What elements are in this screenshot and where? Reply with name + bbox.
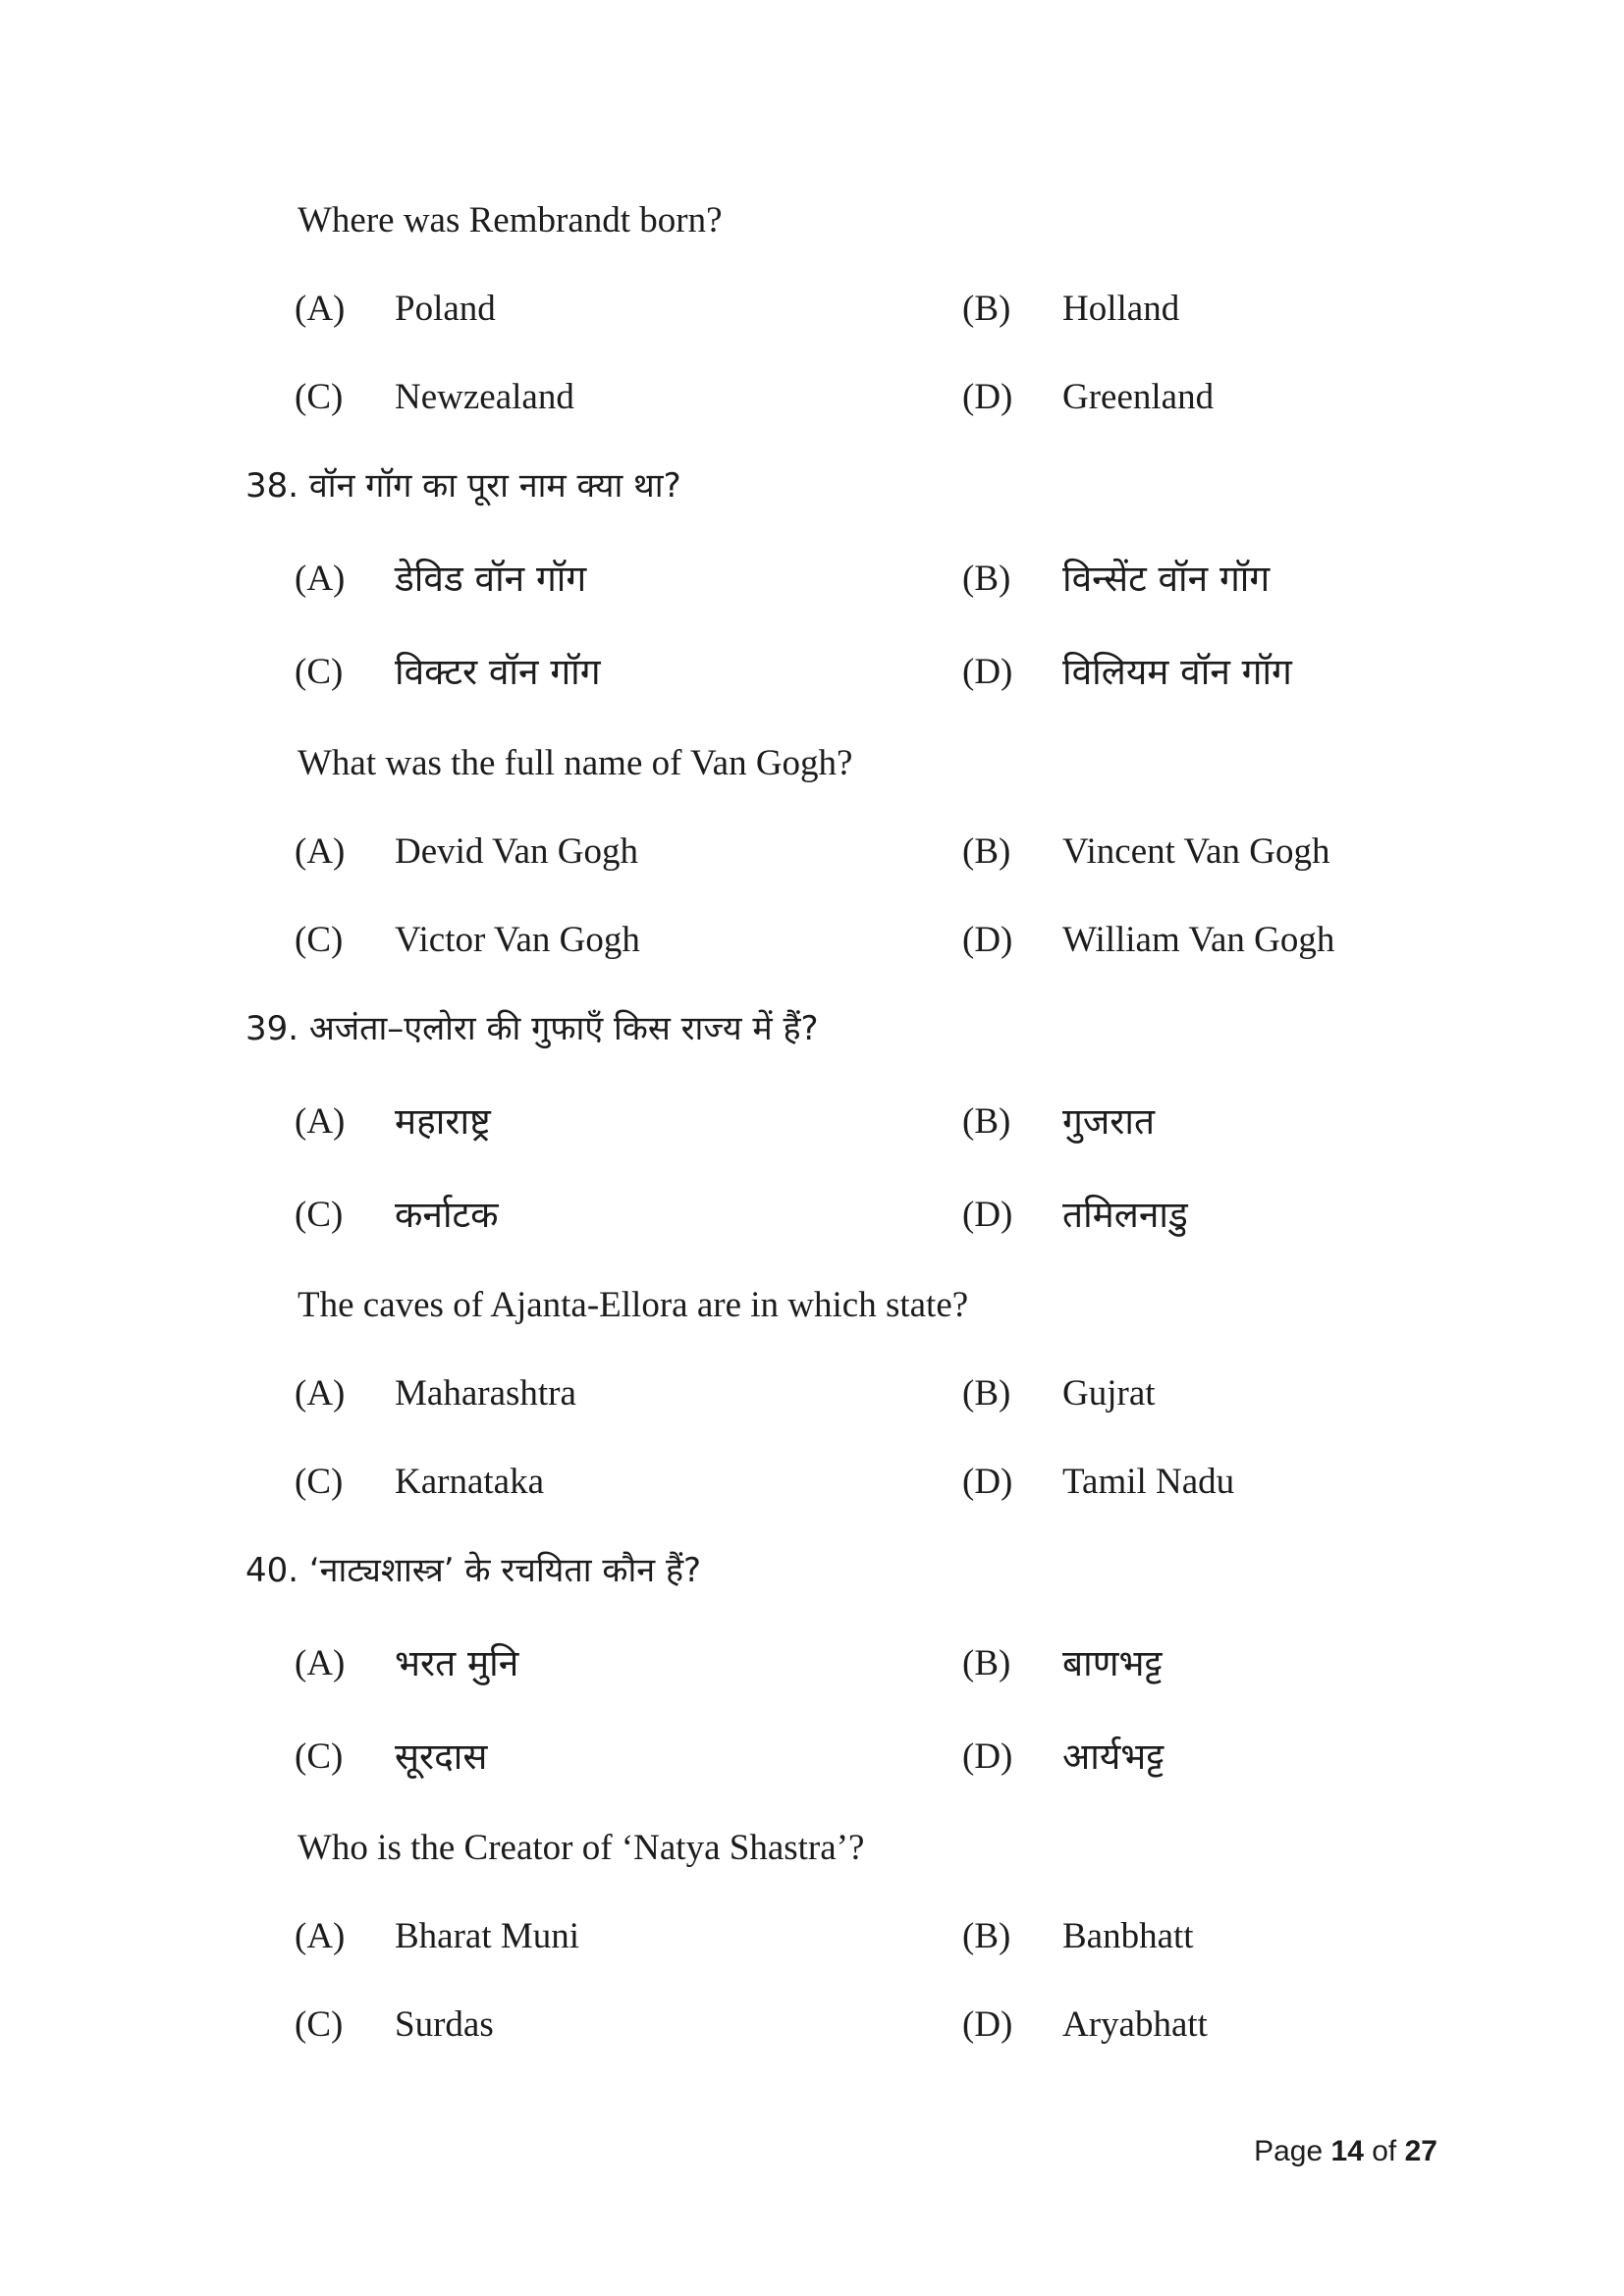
option-letter: (A): [295, 831, 346, 872]
option-letter: (D): [962, 2004, 1013, 2045]
option-text: William Van Gogh: [1062, 920, 1335, 960]
options-row-ab: [0, 1907, 1624, 1966]
option-text: Holland: [1062, 289, 1180, 329]
option-letter: (C): [295, 1736, 344, 1777]
page-number: 14: [1330, 2135, 1364, 2167]
option-text: Poland: [395, 289, 496, 329]
option-letter: (B): [962, 1373, 1011, 1414]
options-row-cd: [0, 1996, 1624, 2055]
option-letter: (B): [962, 1643, 1011, 1683]
question-text: Who is the Creator of ‘Natya Shastra’?: [298, 1828, 865, 1868]
options-row-ab: [0, 280, 1624, 339]
option-letter: (B): [962, 559, 1011, 599]
option-letter: (C): [295, 2004, 344, 2045]
question-text: 39. अजंता–एलोरा की गुफाएँ किस राज्य में हैं?: [245, 1009, 819, 1048]
option-text: आर्यभट्ट: [1062, 1735, 1164, 1778]
option-letter: (A): [295, 1643, 346, 1683]
options-row-cd: [0, 368, 1624, 427]
option-text: Vincent Van Gogh: [1062, 831, 1330, 872]
option-text: डेविड वॉन गॉग: [395, 558, 587, 600]
option-text: भरत मुनि: [395, 1642, 519, 1684]
option-letter: (A): [295, 1373, 346, 1414]
option-text: महाराष्ट्र: [395, 1100, 491, 1143]
question-text: What was the full name of Van Gogh?: [298, 743, 853, 783]
option-text: Newzealand: [395, 377, 574, 417]
option-text: विक्टर वॉन गॉग: [395, 651, 601, 693]
option-text: Victor Van Gogh: [395, 920, 640, 960]
question-39-hi: [0, 999, 1624, 1058]
option-letter: (D): [962, 1736, 1013, 1777]
option-letter: (C): [295, 1462, 344, 1502]
page-of: of: [1372, 2135, 1397, 2167]
option-text: Gujrat: [1062, 1373, 1156, 1414]
option-letter: (B): [962, 1101, 1011, 1142]
question-text: 40. ‘नाट्यशास्त्र’ के रचयिता कौन हैं?: [245, 1551, 702, 1590]
option-text: गुजरात: [1062, 1100, 1156, 1143]
option-text: Devid Van Gogh: [395, 831, 639, 872]
option-letter: (A): [295, 289, 346, 329]
question-39-en: [0, 1276, 1624, 1335]
options-row-cd: [0, 1186, 1624, 1245]
option-text: Karnataka: [395, 1462, 545, 1502]
option-text: तमिलनाडु: [1062, 1194, 1188, 1236]
option-text: कर्नाटक: [395, 1194, 499, 1236]
option-letter: (B): [962, 1916, 1011, 1956]
option-letter: (C): [295, 920, 344, 960]
question-37-en: [0, 191, 1624, 250]
option-letter: (D): [962, 1195, 1013, 1235]
option-text: सूरदास: [395, 1735, 488, 1778]
option-text: Aryabhatt: [1062, 2004, 1208, 2045]
option-text: विन्सेंट वॉन गॉग: [1062, 558, 1271, 600]
page-total: 27: [1404, 2135, 1437, 2167]
option-text: बाणभट्ट: [1062, 1642, 1163, 1684]
option-letter: (A): [295, 1916, 346, 1956]
options-row-cd: [0, 1728, 1624, 1787]
options-row-cd: [0, 911, 1624, 970]
question-text: The caves of Ajanta-Ellora are in which state?: [298, 1285, 969, 1325]
option-letter: (A): [295, 559, 346, 599]
option-letter: (D): [962, 920, 1013, 960]
option-letter: (C): [295, 652, 344, 692]
options-row-ab: [0, 1634, 1624, 1693]
page-prefix: Page: [1254, 2135, 1324, 2167]
options-row-ab: [0, 550, 1624, 609]
option-letter: (B): [962, 831, 1011, 872]
option-text: Bharat Muni: [395, 1916, 580, 1956]
question-40-hi: [0, 1541, 1624, 1600]
option-letter: (A): [295, 1101, 346, 1142]
option-text: Surdas: [395, 2004, 494, 2045]
options-row-ab: [0, 1093, 1624, 1151]
question-text: 38. वॉन गॉग का पूरा नाम क्या था?: [245, 466, 681, 506]
page-footer: [1254, 2132, 1437, 2171]
option-letter: (D): [962, 377, 1013, 417]
option-text: विलियम वॉन गॉग: [1062, 651, 1292, 693]
option-text: Maharashtra: [395, 1373, 576, 1414]
options-row-cd: [0, 643, 1624, 702]
options-row-cd: [0, 1453, 1624, 1512]
option-text: Greenland: [1062, 377, 1215, 417]
question-38-en: [0, 734, 1624, 793]
option-text: Tamil Nadu: [1062, 1462, 1235, 1502]
option-letter: (D): [962, 652, 1013, 692]
options-row-ab: [0, 823, 1624, 881]
option-letter: (C): [295, 1195, 344, 1235]
question-40-en: [0, 1819, 1624, 1878]
option-letter: (C): [295, 377, 344, 417]
options-row-ab: [0, 1364, 1624, 1423]
option-letter: (D): [962, 1462, 1013, 1502]
question-38-hi: [0, 456, 1624, 515]
option-text: Banbhatt: [1062, 1916, 1194, 1956]
option-letter: (B): [962, 289, 1011, 329]
question-text: Where was Rembrandt born?: [298, 200, 723, 240]
